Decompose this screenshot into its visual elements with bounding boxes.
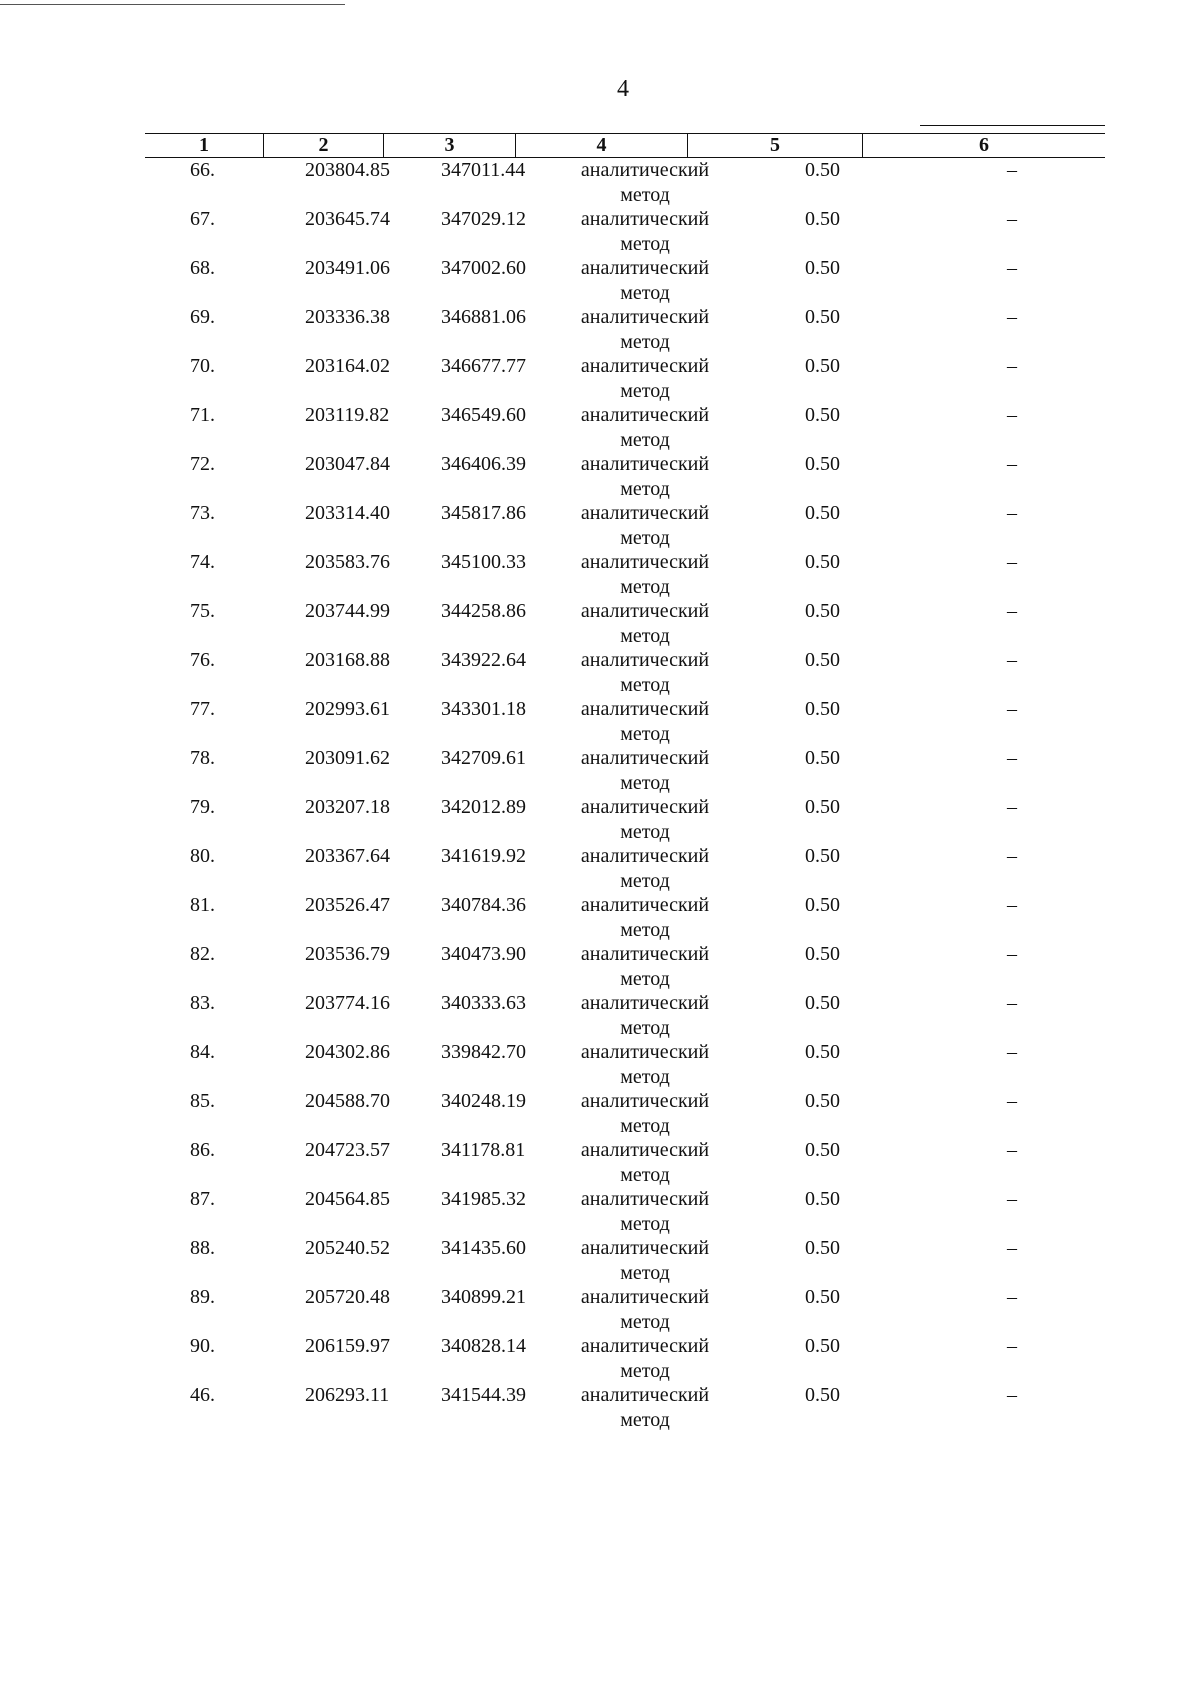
method xyxy=(565,1138,725,1188)
accuracy: 0.50 xyxy=(805,1041,840,1063)
table-row xyxy=(145,697,1105,746)
coordinate-y: 340784.36 xyxy=(441,894,526,916)
table-row xyxy=(145,648,1105,697)
note: – xyxy=(1007,845,1017,867)
accuracy: 0.50 xyxy=(805,1384,840,1406)
method-line-1: аналитический xyxy=(580,1188,710,1210)
row-number: 80. xyxy=(190,845,215,867)
method-line-1: аналитический xyxy=(580,1237,710,1259)
coordinate-x: 203207.18 xyxy=(305,796,390,818)
row-number: 81. xyxy=(190,894,215,916)
method-line-1: аналитический xyxy=(580,845,710,867)
table-row xyxy=(145,746,1105,795)
coordinate-y: 347002.60 xyxy=(441,257,526,279)
note: – xyxy=(1007,551,1017,573)
method-line-2: метод xyxy=(620,1115,670,1137)
row-number: 88. xyxy=(190,1237,215,1259)
coordinate-y: 341619.92 xyxy=(441,845,526,867)
method-line-1: аналитический xyxy=(580,159,710,181)
note: – xyxy=(1007,404,1017,426)
method xyxy=(565,305,725,355)
method-line-2: метод xyxy=(620,1017,670,1039)
table-row xyxy=(145,942,1105,991)
table-row xyxy=(145,158,1105,207)
accuracy: 0.50 xyxy=(805,404,840,426)
row-number: 67. xyxy=(190,208,215,230)
method-line-2: метод xyxy=(620,772,670,794)
table-top-rule-right xyxy=(920,125,1105,126)
method-line-1: аналитический xyxy=(580,208,710,230)
note: – xyxy=(1007,306,1017,328)
coordinate-x: 203491.06 xyxy=(305,257,390,279)
coordinate-x: 203164.02 xyxy=(305,355,390,377)
row-number: 73. xyxy=(190,502,215,524)
table-row xyxy=(145,501,1105,550)
method-line-1: аналитический xyxy=(580,747,710,769)
coordinate-y: 341435.60 xyxy=(441,1237,526,1259)
note: – xyxy=(1007,1090,1017,1112)
method-line-2: метод xyxy=(620,380,670,402)
method xyxy=(565,1236,725,1286)
method-line-2: метод xyxy=(620,870,670,892)
scan-edge-line xyxy=(0,4,345,5)
method-line-1: аналитический xyxy=(580,551,710,573)
coordinate-y: 342709.61 xyxy=(441,747,526,769)
header-cell-3: 3 xyxy=(383,133,515,157)
method xyxy=(565,1040,725,1090)
coordinate-y: 341178.81 xyxy=(441,1139,526,1161)
method xyxy=(565,207,725,257)
coordinate-x: 203804.85 xyxy=(305,159,390,181)
method xyxy=(565,991,725,1041)
method-line-2: метод xyxy=(620,1360,670,1382)
note: – xyxy=(1007,502,1017,524)
row-number: 71. xyxy=(190,404,215,426)
coordinate-y: 344258.86 xyxy=(441,600,526,622)
method-line-1: аналитический xyxy=(580,600,710,622)
method-line-1: аналитический xyxy=(580,1139,710,1161)
method-line-2: метод xyxy=(620,184,670,206)
header-cell-4: 4 xyxy=(515,133,687,157)
method-line-1: аналитический xyxy=(580,502,710,524)
table-header-row xyxy=(145,133,1105,157)
method xyxy=(565,942,725,992)
note: – xyxy=(1007,894,1017,916)
coordinate-x: 203583.76 xyxy=(305,551,390,573)
page-number: 4 xyxy=(617,76,629,102)
method-line-2: метод xyxy=(620,1213,670,1235)
method xyxy=(565,158,725,208)
note: – xyxy=(1007,1286,1017,1308)
method-line-1: аналитический xyxy=(580,306,710,328)
note: – xyxy=(1007,159,1017,181)
table-row xyxy=(145,1334,1105,1383)
table-row xyxy=(145,1285,1105,1334)
table-body xyxy=(145,158,1105,1432)
table-row xyxy=(145,1236,1105,1285)
row-number: 68. xyxy=(190,257,215,279)
header-cell-2: 2 xyxy=(263,133,383,157)
method xyxy=(565,893,725,943)
accuracy: 0.50 xyxy=(805,747,840,769)
row-number: 46. xyxy=(190,1384,215,1406)
method-line-1: аналитический xyxy=(580,1090,710,1112)
coordinate-y: 343301.18 xyxy=(441,698,526,720)
coordinate-y: 341985.32 xyxy=(441,1188,526,1210)
row-number: 86. xyxy=(190,1139,215,1161)
table-row xyxy=(145,354,1105,403)
coordinate-y: 346406.39 xyxy=(441,453,526,475)
method-line-2: метод xyxy=(620,1066,670,1088)
method-line-1: аналитический xyxy=(580,1286,710,1308)
row-number: 69. xyxy=(190,306,215,328)
coordinate-x: 203645.74 xyxy=(305,208,390,230)
table-row xyxy=(145,599,1105,648)
note: – xyxy=(1007,1237,1017,1259)
method-line-1: аналитический xyxy=(580,894,710,916)
note: – xyxy=(1007,1139,1017,1161)
method-line-1: аналитический xyxy=(580,992,710,1014)
method-line-2: метод xyxy=(620,429,670,451)
coordinate-x: 203091.62 xyxy=(305,747,390,769)
method xyxy=(565,1089,725,1139)
method xyxy=(565,844,725,894)
note: – xyxy=(1007,698,1017,720)
method-line-2: метод xyxy=(620,821,670,843)
row-number: 82. xyxy=(190,943,215,965)
method-line-2: метод xyxy=(620,625,670,647)
method-line-1: аналитический xyxy=(580,355,710,377)
note: – xyxy=(1007,1188,1017,1210)
coordinate-x: 203314.40 xyxy=(305,502,390,524)
method-line-2: метод xyxy=(620,478,670,500)
method xyxy=(565,256,725,306)
accuracy: 0.50 xyxy=(805,208,840,230)
method xyxy=(565,697,725,747)
row-number: 75. xyxy=(190,600,215,622)
header-cell-5: 5 xyxy=(687,133,862,157)
note: – xyxy=(1007,1041,1017,1063)
table-row xyxy=(145,1187,1105,1236)
coordinate-y: 347029.12 xyxy=(441,208,526,230)
method-line-2: метод xyxy=(620,576,670,598)
coordinate-x: 204564.85 xyxy=(305,1188,390,1210)
table-row xyxy=(145,991,1105,1040)
row-number: 84. xyxy=(190,1041,215,1063)
note: – xyxy=(1007,600,1017,622)
note: – xyxy=(1007,796,1017,818)
coordinate-x: 203744.99 xyxy=(305,600,390,622)
accuracy: 0.50 xyxy=(805,1139,840,1161)
coordinate-x: 203336.38 xyxy=(305,306,390,328)
note: – xyxy=(1007,992,1017,1014)
method xyxy=(565,1285,725,1335)
method xyxy=(565,501,725,551)
accuracy: 0.50 xyxy=(805,159,840,181)
method-line-1: аналитический xyxy=(580,257,710,279)
accuracy: 0.50 xyxy=(805,992,840,1014)
header-cell-6: 6 xyxy=(862,133,1105,157)
method-line-1: аналитический xyxy=(580,1384,710,1406)
table-row xyxy=(145,256,1105,305)
coordinate-y: 341544.39 xyxy=(441,1384,526,1406)
coordinate-x: 204723.57 xyxy=(305,1139,390,1161)
method-line-2: метод xyxy=(620,282,670,304)
method-line-1: аналитический xyxy=(580,1335,710,1357)
coordinate-y: 345817.86 xyxy=(441,502,526,524)
coordinate-y: 340828.14 xyxy=(441,1335,526,1357)
method-line-2: метод xyxy=(620,1262,670,1284)
coordinate-x: 203536.79 xyxy=(305,943,390,965)
note: – xyxy=(1007,257,1017,279)
coordinate-x: 202993.61 xyxy=(305,698,390,720)
coordinate-y: 345100.33 xyxy=(441,551,526,573)
row-number: 77. xyxy=(190,698,215,720)
accuracy: 0.50 xyxy=(805,257,840,279)
note: – xyxy=(1007,1335,1017,1357)
coordinate-y: 347011.44 xyxy=(441,159,526,181)
coordinate-y: 342012.89 xyxy=(441,796,526,818)
method xyxy=(565,403,725,453)
table-row xyxy=(145,550,1105,599)
method-line-1: аналитический xyxy=(580,453,710,475)
method-line-1: аналитический xyxy=(580,943,710,965)
coordinate-y: 346677.77 xyxy=(441,355,526,377)
method-line-2: метод xyxy=(620,919,670,941)
method xyxy=(565,1334,725,1384)
row-number: 89. xyxy=(190,1286,215,1308)
row-number: 90. xyxy=(190,1335,215,1357)
coordinate-y: 346549.60 xyxy=(441,404,526,426)
method xyxy=(565,746,725,796)
row-number: 79. xyxy=(190,796,215,818)
coordinate-y: 343922.64 xyxy=(441,649,526,671)
method xyxy=(565,599,725,649)
row-number: 72. xyxy=(190,453,215,475)
table-row xyxy=(145,1040,1105,1089)
coordinate-y: 340248.19 xyxy=(441,1090,526,1112)
accuracy: 0.50 xyxy=(805,796,840,818)
row-number: 70. xyxy=(190,355,215,377)
method-line-2: метод xyxy=(620,233,670,255)
accuracy: 0.50 xyxy=(805,1090,840,1112)
accuracy: 0.50 xyxy=(805,551,840,573)
note: – xyxy=(1007,355,1017,377)
coordinate-x: 203168.88 xyxy=(305,649,390,671)
accuracy: 0.50 xyxy=(805,355,840,377)
method-line-2: метод xyxy=(620,723,670,745)
table-row xyxy=(145,1138,1105,1187)
method xyxy=(565,354,725,404)
accuracy: 0.50 xyxy=(805,649,840,671)
row-number: 74. xyxy=(190,551,215,573)
note: – xyxy=(1007,943,1017,965)
accuracy: 0.50 xyxy=(805,845,840,867)
coordinate-y: 340473.90 xyxy=(441,943,526,965)
method-line-1: аналитический xyxy=(580,649,710,671)
method-line-2: метод xyxy=(620,968,670,990)
note: – xyxy=(1007,453,1017,475)
method-line-2: метод xyxy=(620,1311,670,1333)
method-line-2: метод xyxy=(620,1409,670,1431)
accuracy: 0.50 xyxy=(805,943,840,965)
coordinate-x: 206293.11 xyxy=(305,1384,390,1406)
method xyxy=(565,550,725,600)
row-number: 85. xyxy=(190,1090,215,1112)
coordinate-x: 203367.64 xyxy=(305,845,390,867)
coordinate-x: 204588.70 xyxy=(305,1090,390,1112)
note: – xyxy=(1007,1384,1017,1406)
method-line-1: аналитический xyxy=(580,1041,710,1063)
coordinate-y: 340333.63 xyxy=(441,992,526,1014)
accuracy: 0.50 xyxy=(805,306,840,328)
method-line-2: метод xyxy=(620,331,670,353)
coordinate-x: 206159.97 xyxy=(305,1335,390,1357)
table-row xyxy=(145,1089,1105,1138)
table-row xyxy=(145,305,1105,354)
note: – xyxy=(1007,747,1017,769)
coordinate-x: 205240.52 xyxy=(305,1237,390,1259)
accuracy: 0.50 xyxy=(805,600,840,622)
header-cell-1: 1 xyxy=(199,134,209,156)
method xyxy=(565,1187,725,1237)
method-line-1: аналитический xyxy=(580,404,710,426)
row-number: 78. xyxy=(190,747,215,769)
coordinate-x: 203526.47 xyxy=(305,894,390,916)
coordinate-y: 340899.21 xyxy=(441,1286,526,1308)
accuracy: 0.50 xyxy=(805,502,840,524)
table-row xyxy=(145,844,1105,893)
method-line-2: метод xyxy=(620,527,670,549)
coordinate-x: 204302.86 xyxy=(305,1041,390,1063)
coordinate-y: 339842.70 xyxy=(441,1041,526,1063)
coordinate-y: 346881.06 xyxy=(441,306,526,328)
row-number: 66. xyxy=(190,159,215,181)
coordinate-x: 203119.82 xyxy=(305,404,390,426)
method-line-1: аналитический xyxy=(580,796,710,818)
accuracy: 0.50 xyxy=(805,1286,840,1308)
coordinate-x: 205720.48 xyxy=(305,1286,390,1308)
accuracy: 0.50 xyxy=(805,698,840,720)
table-row xyxy=(145,403,1105,452)
table-row xyxy=(145,207,1105,256)
note: – xyxy=(1007,649,1017,671)
accuracy: 0.50 xyxy=(805,453,840,475)
method-line-2: метод xyxy=(620,674,670,696)
table-row xyxy=(145,893,1105,942)
coordinate-x: 203047.84 xyxy=(305,453,390,475)
method xyxy=(565,1383,725,1433)
method-line-1: аналитический xyxy=(580,698,710,720)
method xyxy=(565,648,725,698)
table-row xyxy=(145,452,1105,501)
coordinate-x: 203774.16 xyxy=(305,992,390,1014)
row-number: 83. xyxy=(190,992,215,1014)
accuracy: 0.50 xyxy=(805,894,840,916)
accuracy: 0.50 xyxy=(805,1335,840,1357)
method xyxy=(565,452,725,502)
method-line-2: метод xyxy=(620,1164,670,1186)
accuracy: 0.50 xyxy=(805,1188,840,1210)
method xyxy=(565,795,725,845)
table-row xyxy=(145,1383,1105,1432)
row-number: 76. xyxy=(190,649,215,671)
accuracy: 0.50 xyxy=(805,1237,840,1259)
note: – xyxy=(1007,208,1017,230)
table-row xyxy=(145,795,1105,844)
row-number: 87. xyxy=(190,1188,215,1210)
